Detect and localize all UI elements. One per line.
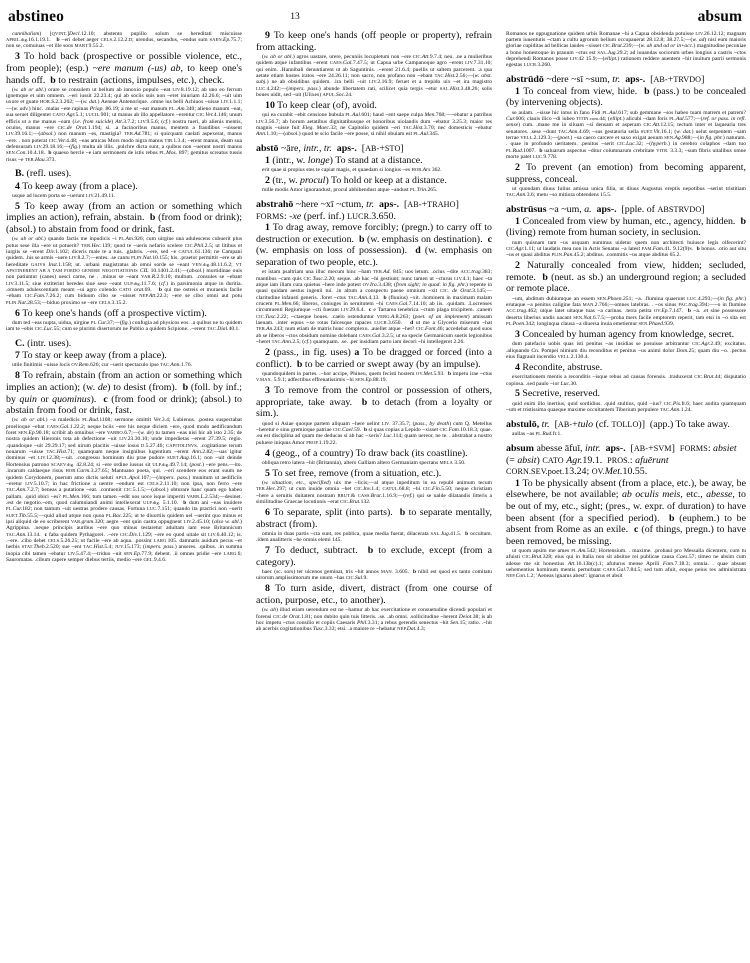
sense-definition: 1 To be physically absent (from a place, etc.), be away, be elsewhere, be not available; ab oculis meis, etc., abesse, to be out of my, etc., sight; (pres., w. expr. of duration) to have been absent (for a specified period). b (euphem.) to be absent from Rome as an exile. c (of things, pregn.) to have been removed, be missing. bbox=[506, 477, 746, 547]
column-2 bbox=[256, 30, 492, 955]
citation-block: usque ad lucem porta se ~uerunt LIV.21.49.11. bbox=[12, 192, 116, 199]
sense-definition: 2 To prevent (an emotion) from becoming apparent, suppress, conceal. bbox=[506, 162, 746, 185]
citation-block: cannibalism) [QVINT.]Decl.12.10; abstento pupillo solum se hereditati miscuisse APRIL.dig.16.1.19.1. b ~eri debet aeger CELS.2.12.2.D; urendus, secandus, ~endus sum SAEN.Ep.75.7; non se, comuiuas ~et ille soos MART.9.55.2. bbox=[6, 30, 242, 50]
sense-definition: 8 To turn aside, divert, distract (from one course of action, purpose, etc., to another). bbox=[256, 583, 492, 606]
sense-definition: 1 (intr., w. longe) To stand at a distance. bbox=[265, 154, 423, 166]
citation-block: dum ted ~eas nupta, uidua, uirgine PL.Cur.37;—(fig.) confugia ad physicos eos. .a quibus ne tu quidem iam te ~ebis CIC.Luc.55; cum se plurimi disertorum ne Publio a quidem Scipione. .~erent TAC.Dial.40.1. bbox=[6, 319, 242, 333]
citation-block: ut quom apsim me ames PL.Am.542; Hortensium. . maxime. .probaui pro Messalla dicentem, cum tu afuisti CIC.Brut.328; eius qui in Italia non sit absitue rei publicae causa Caes.57; timeo ne absim cum adesse me sit honestius Att.16.13b(c).1; afuturus mense Aprili Fam.7.18.3; omnia. . quae absunt uehementius hominum mentis perturbant CAES.Gal.7.84.5; sed tum afuit, eoque peius res administrata NEP.Con.1.2; 'Aeneas ignarus abest': ignarus et absit bbox=[506, 548, 746, 580]
sense-definition: 1 Concealed from view by human, etc., agency, hidden. b (living) remote from human society, in seclusion. bbox=[506, 215, 746, 239]
sense-definition: 2 (pass., in fig. uses) a To be dragged or forced (into a conflict). b to be carried or swept away (by an impulse). bbox=[256, 346, 492, 370]
section-marker: C. (intr. uses). bbox=[15, 337, 72, 349]
column-3 bbox=[506, 30, 746, 955]
headword-entry: abstrūdō ~dere ~sī ~sum, tr. aps-. [AB-+TRVDO] bbox=[506, 74, 705, 86]
sense-definition: 3 To remove from the control or possession of others, appropriate, take away. b to detach (from a loyalty or sim.). bbox=[256, 385, 492, 420]
sense-definition: 6 To separate, split (into parts). b to separate mentally, abstract (from). bbox=[256, 507, 492, 530]
headword-entry: abstō ~āre, intr., tr. aps-. [AB-+STO] bbox=[256, 143, 404, 155]
citation-block: qui ea curabit ~ebit censione bubula PL.Aul.601; haud ~ent saepe culpa Men.768;—~ebatur a patribus LIV.3.56.7; ab horum aetatibus dignitatibusque et honoribus uiolandis dum ~ebatur 3.25.3; maior res magnis ~uisse fuit Eleg. Maec.32; ne Capitolio quidem ~eri TAC.Hist.3.70; nec domesticis ~ebatur Ann.1.10;—(absol.) quod te scio facile ~ere posse, si nihil obuiam est PL.Aul.345. bbox=[256, 112, 492, 138]
sense-definition: 6 To keep one's hands (off a prospective victim). bbox=[15, 307, 207, 319]
sense-definition: 4 Recondite, abstruse. bbox=[515, 361, 603, 373]
sense-definition: 5 Secretive, reserved. bbox=[515, 388, 600, 400]
citation-block: Romanos ne oppugnatione quidem urbis Romanae ~hi a Capua obsidenda potuisse LIV.26.12.12; magnam partem iuuentutis ~ctam a cultu agrorum bellum occupauerat 28.12.8; 38.27.5;—(w. ad) nisi eum maioris gloriae cupiditas ad bellicas laudes ~xisset CIC.Brut.239;—(w. ab and ad or in+acc.) magnitudine pecuniae a bono honestoque in prauum ~ctus est SAL.Jug.29.2; ad iuuandas sociorum urbes longius a castris ~ctos deprehendi Romanos posse LIV.42 15.9;—(ellipt.) rationem reddere auentem ~hit inuitum patrii sermonis egestas LUCR.3.260. bbox=[506, 30, 746, 69]
sense-definition: 2 (tr., w. procul) To hold or keep at a distance. bbox=[265, 174, 447, 186]
sense-definition: 3 Concealed by human agency from knowledge, secret. bbox=[515, 329, 735, 340]
headword-entry: abstulō, tr. [AB-+tulo (cf. TOLLO)] (app.) To take away. bbox=[506, 418, 730, 430]
citation-block: (w. ab or abl.) quando factis me inpudicis ~i PL.Am.926; cum uirgine una adulescens cubuerit plus potus sese illa ~ere ut potuerit? TER.Hec.139; quod te ~ueris nefario scelere CIC.Phil.2.5; ut litibus et iurgiis se ~erent Div.1.102; diceris male te a tuis. .glabris. .~ere, sed ~e CATUL.61.136; ne Campani quidem. .his se armis ~uere LIV.8.2.7;—entes. .se cantu PLIN.Nat.10.155; his. .praetor permittit ~ere se ab hereditate GAIVS Inst.1.158; ut. .urbani magistratus ab omni sorde se ~eant VEN.dig.48.11.6.2; VT APSTINERENT AB A TAM FOEDO GENERE NEGOTIATIONIS CIL 10.1401.2.41;—(absol.) mortidinae ouis non patiuntur (canes) uesci carne, ne . .minus se ~eant VAR.R.2.9.10; multum. .consules se ~ebant LIV.3.11.5; siue extiterint heredes siue sese ~eant ULP.dig.11.7.6; (cf.) in parsimonia atque in duritia. .omnem adulescentiam meam ~ui agro colendo CATO orat.69. b qui me ostreis et muraenis facile ~ebam CIC.Fam.7.26.2; cum biduum cibo se ~uisset NEP.Att.22.3; ~ere se cibo omni aut potu PLIN.Nat.28.53;—biduo proximo se ~ere CELS.3.15.2. bbox=[6, 236, 242, 306]
citation-block: quid enim illo inertius, quid sordidius. .quid stultius, quid ~ius? CIC.Pis.fr.6; haec audita quamquam ~um et tristissima quaeque maxime occultantem Tiberium perpulere TAC.Ann.1.24. bbox=[506, 400, 746, 414]
citation-block: ~um, abditum dubiumque an essem SEN.Phoen.251; ~a. .flumina quaerunt LUC.4.293;—(in fig. phr.) erutaque ~a penitus caligine fata MAN.2.766;—omnes latebras. . ~os sinus PAC.trag.394;—~o in flumine ACC.trag.462; utque latet uitaque tuas ~a carinas. .terra petita OV.Ep.7.147. b ~a. .et sine possessore deserta liberius undis uacant SEN.Nat.6.7.5;—proba mers facile emptorem reperit, tam etsi in ~o sita est PL.Poen.342; longinqua clausa ~a diuersa inuia emetiemur SEN.Phaed.939. bbox=[506, 295, 746, 328]
citation-block: ut quondam diuus Iulius amissa unica filia, ut diuus Augustus ereptis nepotibus ~serint tristitiam TAC.Ann.3.6; metu ~so mitiora obtendens 15.5. bbox=[506, 185, 746, 199]
citation-block: (w. ab or abl.) ~a maledicis PL.Rud.1108; sermone omittit Ver.3.4; Lubienus. .postea suspectabat proelioque ~ebat CAES.Gal.1.22.2; neque bciis ~ere his neque diciem ~ere, quod modo aedificandum foret SEN.Ep.90.18; scribit ab omnibus ~ere VARRO.6.7;—(w. de) tu tamen ~eas nisi hic ab isto 2.35; de nostra quidem Hieronis tota ab defectione ~uit LIV.23.30.10; unde impedietas ~erent 27.39.5; regio. .quandoque ~uit 29.29.17; sed uirum placitis ~uisse iosus D.5.27.46; CAPITOLINVS. .cogitatione rerum nouarum ~uisse TAC.Hist.71; quamquam neque insignibus lugentium ~erent Ann.2.82;—uas igitur dominus ~et LIV.12.38;—uit. .congressu hominum diu prae pudore SUET.Aug.16.1; non ~uit deinde Hortensius patrono SCAEV.dig. 42.8.24; si ~ere ordine iussus sit ULP.dig.49.7.14; (post.) ~ere pens.—ito. .inrarum caldaeque risus HOR.Carm.3.27.65; Mantuano poeta, qui. .~eri scendere eos erant suum ne quidem Corydonem, puerum amo dictis ueluti APUL.Apol.107;—(impers. pass.) munitum ut aedificiis ~eretur LIV.5.10.7; in hac frictione a uentre ~endum est CELS.2.11.10; non ipsa, non ferro ~ere TAC.Ann.7.2.7; beneas a putatione ~eat. .contuenit CIC.5.1.5;—(absol.) obturare hanc quam ego habeo pallam. .quid obici ~es? PL.Men.166; tum tamen ~edit uos uoce isque imperiti VARR.L.2.534;—desinet. .est de negotio.~em, quod calumniandi animi intellexerat ULP.dig. 5.1.10. b dum ani ~eas inuidere PL.Cur.182; non tantum ~uit uestras prodere causas. Fortuna LUC.7.151; quando ita practici non ~uerit SUET.Tib.55.5;—quid aliud atque non quoa PL.Bac.225; ut te diuortiis quidem uel ~uerint quo minus et ipsi aliquid de eo scriberent VAR.gram.320; aegre ~ent quin castra oppugnent LIV.2.45.10; (also w. abl.) Agrippina. .neque principis auribus ~ere quo minus testaretur adultam iam esse Britannicum TAC.Ann.13.14. c faba quidem Pythagorei. .~ere CIC.Div.1.129; ~ere eo quod uitale sit LIV.6.40.12; is. .~ere. .cibo debet CELS.5.26.25; ut facile ~ere ab aqua. .possint LARG.105. damnatis auidum pecus ~et herbis STAT.Theb.2.520; sue ~ent TAC.Hist.5.4; JUV.15.173; (impers. pass.) anseres. .quibus. .in summa inopia cibi tamen ~ebatur LIV.5.47.4;—triduo ~uit SEN.Ep.77.9; debent. .ii omnes pridie ~ere LARG.6; Sauromatas. .cibum capere semper diebus tertiis, medio ~ere GEL.9.4.6. bbox=[6, 417, 242, 563]
citation-block: aullas ~as PL.Rud.fr.1. bbox=[512, 431, 562, 438]
running-head-left: abstineo bbox=[8, 8, 64, 25]
sense-definition: 4 (geog., of a country) To draw back (its coastline). bbox=[265, 447, 468, 459]
sense-definition: 1 To drag away, remove forcibly; (pregn.) to carry off to destruction or execution. b (w. emphasis on destination). c (w. emphasis on loss of possession). d (w. emphasis on separation of two people, etc.). bbox=[256, 222, 492, 268]
citation-block: se aulam. .~sisse hic intus in fano Fidi PL.Aul.617; sub gemmane ~sos habeo tuam matrem et patrem? Cur.606; clauis ilico ~di iubeo TITIN.com.44; (ellipt.) alicubi ~dam foris PL.Aul.577;—(ref. or pass. in refl. sense) cum. .mane me in siluam ~sí densam et asperam CIC.Att.12.15; tectum inter et laquearia tres senatores. .sese ~dunt TAC.Ann.4.69; ~sus gestatoria sella SUET.Vit.16.1; (w. dat.) uelut serpentem ~sam terrae VELL.2.129.3;—(poet.) ~sa caeco carcere et saxo exigat aeuum SEN.Ag.988;—(in fig. phr.) naturam. . quae in profundo ueritatem. .penitus ~serit CIC.Luc.32; ~(hyperb.) in cerebro colaphos ~dam tuo PL.Rud.1007. b ualuarum aspectus ~ditur columnarum crebritate VITR. 3.3.3; ~sum fibris uitalibus omne morte patet LUC.9.778. bbox=[506, 109, 746, 161]
headword-entry: abstrūsus ~a ~um, a. aps-. [pple. of ABSTRVDO] bbox=[506, 204, 705, 216]
citation-block: exercitationem mentis a reconditis ~isque rebus ad causas forensis. .traduxerat CIC.Brut.44; disputatio copiosa. .sed paulo ~ior Luc.30. bbox=[506, 374, 746, 387]
citation-block: (w. situation, etc., specified) uix me ~licis;—al atque inpeditum in ea republ animum tecum TER.Hec.297; ut cum inuide omnia ~het CIC.Inv.1.4; CATUL.68.8; ~hi CIC.Fin.5.50; neque christiam ~here a seruitis duitatem nostram BRUT.& CASS.Brut.1.16.9;—(ref.) qui se ualde dilatandis litteris a similitudine Graecae locutionis ~erat CIC.Brut.132. bbox=[256, 480, 492, 506]
section-marker: B. (refl. uses). bbox=[15, 167, 72, 179]
sense-definition: 5 To set free, remove (from a situation, etc.). bbox=[265, 467, 442, 479]
running-head-right: absum bbox=[697, 8, 742, 25]
citation-block: haec (sc. sors) ter uicenos geminat, tris ~hit annos MAN. 3.605. b nihil est quod ex tanto comitatu uirorum amplissimorum me unum ~has CIC.Sul.9. bbox=[256, 569, 492, 582]
headword-entry: absum abesse āfuī, intr. aps-. [AB-+SVM] FORMS: absiet (= absit) CATO Agr.19.1. PROS.: afuērunt CORN.SEV.poet.13.24; OV.Met.10.55. bbox=[506, 443, 737, 478]
sense-definition: 1 To conceal from view, hide. b (pass.) to be concealed (by intervening objects). bbox=[506, 85, 746, 109]
sense-definition: 9 To keep one's hands (off people or property), refrain from attacking. bbox=[256, 30, 492, 53]
citation-block: dum patefacio uobis quas isti penitus ~as insidias se posuisse arbitrantur CIC.Agr.2.49; excitatus. .aliquando Cn. Pompei nimium diu reconditus et penitus ~us animi dolor Dom.25; quam diu ~o. .pectus eius flagrauit incendio VELL.2.130.4. bbox=[506, 341, 746, 360]
citation-block: utile finitimis ~uisse locis OV.Rem.626; cur ~uerit spectaculo ipse TAC.Ann.1.76. bbox=[12, 362, 193, 369]
sense-definition: 10 To keep clear (of), avoid. bbox=[265, 99, 377, 111]
headword-entry: abstrahō ~here ~xī ~ctum, tr. aps-. [AB-+TRAHO] FORMS: -xe (perf. inf.) LUCR.3.650. bbox=[256, 198, 462, 222]
citation-block: (w. ab or abl.) orare se consulem ut bellum ab innoxio populo ~eat LIV.8.19.12; ab uno eo ferrum ignemque et uim omnem. .~eri iussit 22.23.4; qui ab sociis suis non ~eret iniuriam 42.26.6; ~uit uim uxore et guato HOR.S.2.3.202; —(w. dat.) Aeneae Antenorique. .omne ius belli Achiuos ~uisse LIV.1.1.1;—(w. adv.) hinc. .malas ~ete rapinas Priap. 86.19; a me ut ~eat manum PL..Am.340; alieno manum ~eat, sua seruet diligenter CATO Agr.5.1; LUCIL.901; ut manus ab illo appellatore ~erentur CIC.Ver.4.146; unum efficis ut a me manus ~eam (i.e. from suicide) Att.3.7.2; LIV.9.5.6; (cf.) nostra tueri, ab alienis mentis, oculos, manus ~ere CIC.de Orat.1.194; si. .a facinoribus manus, mentem a fraudibus ~uissent LIV.39.16.1;—(absol.) non manum ~es, mastigia? TER.Ad.781; si quicquam caelati aspexerat, manus ~ere. . non poterat CIC.Ver.4.48; ~eas amicas Mors modo nigra manus TIB.1.3.4; ~erent manus, deam sua defensuram LIV.29.18.16;—(fig.) multa ab illis. .pulchre dicta sunt, a quibus non ~uerunt nostri manus SEN.Con.10.4.18. b quaeso hercle ~e iam sermonem de istis rebus PL.Mos. 897; gemitus screatus tussis risus ~e TER.Hau.373. bbox=[6, 86, 242, 163]
citation-block: (w. ab or abl.) agros uastare, urere, pecuniis locupletum non ~ere CIC.Att.9.7.4; neu. .ne a mulieribus quidem atque infantibus ~erent CAES.Gal.7.47.5; ut Capua urbe Campanoque agro ~erent LIV.7.31.10; qui enim. .Hannibali denuntiarent ut ab Saguntinis. .~erent 21.6.4; puellis ut saltem parcerent. .a qua aetate etiam hostes iratos ~ere 24.26.11; non sacro, non profano non ~ebant TAC.Hist.2.56;—(w. abst. subj.) ne ab obsidibus quidem. .ira belli ~uit LIV.2.16.9; feruet et a trepido uix ~et ira magistro LUC.4.242;—(impers. pass.) abunde libertatem rati, scilicet quia tergis ~etur SAL.Hist.3.48.26; solis boues uidit, sed ~uit (Ulixes) APUL.Soc.24. bbox=[256, 53, 492, 98]
column-1 bbox=[6, 30, 242, 955]
running-head bbox=[0, 8, 750, 30]
citation-block: erit quae si propius stes te capiat magis, et quaedam si longius ~es HOR.Ars 362. bbox=[262, 166, 442, 173]
column-container bbox=[0, 30, 750, 960]
citation-block: (w. ab) illud etiam uerendum est ne ~hamur ab hac exercitatione et consuetudine dicendi populari et forensi CIC.de Orat.1.81; non dubito quin tuis litteris. .se. .ab omni. .sollicitudine ~herent Deiot.38; is ab hoc impetu ~ctus consilio et copiis Caesaris Phil.3.31; a rebus gerendis senectus ~hit Sen.15; ratio. .~hit ab acerbis cogitationibus Tusc.3.33; etsi. .a maiore re ~hebatur NEP.Dat.4.3; bbox=[256, 607, 492, 633]
sense-definition: 7 To deduct, subtract. b to exclude, except (from a category). bbox=[256, 545, 492, 568]
citation-block: omnia in duas partis ~cta sunt, res publica, quae media fuerat, dilacerata SAL.Jug.41.5. b occultam. .idem analitteris ~he omnis elemi 145. bbox=[256, 530, 492, 544]
citation-block: obliqua retro latera ~hit (Britannia), altero Galliam altero Germaniam spectans MELA 3.50. bbox=[262, 459, 466, 466]
citation-block: quod si Asiae quoque partem aliquam ~here uelint LIV. 37.35.7; (pass., by death) cum Q. Metellus ~heretur e sinu gremioque patriae CIC.Cael.59. b si quas copias a Lepido ~xisset CIC.Fam.10.18.3; quae. .ea est disciplina ad quam me deducas si ab hac ~xeris? Luc.114; quam uereor, ne te. . abstrahat a nostro puluere iniquus Amor PROP.1.19.22. bbox=[256, 420, 492, 446]
page-number-wrap bbox=[0, 12, 750, 22]
sense-definition: 5 To keep away (from an action or something which implies an action), refrain, abstain. b (from food or drink); (absol.) to abstain from food or drink, fast. bbox=[6, 200, 242, 235]
citation-block: num quisnam tam ~us usquam nummus uidetur quem non architecti huiusce legis olfecerint? CIC.Agr.1.11; ut laudatis mea non in Actis Senatus ~a latest FAM.Fam.41. 9.12(9)S. b bonus. .otio aut situ ~us et quasi abditus PLIN.Pan.45.2; abditus. .commitis ~us atque abditus 65.2. bbox=[506, 239, 746, 259]
sense-definition: 8 To refrain, abstain (from an action or something which implies an action); (w. de) to desist (from). b (foll. by inf.; by quin or quominus). c (from food or drink); (absol.) to abstain from food or drink, fast. bbox=[6, 370, 242, 417]
page-number: 13 bbox=[290, 12, 300, 22]
sense-definition: 2 Naturally concealed from view, hidden; secluded, remote. b (neut. as sb.) an underground region; a secluded or remote place. bbox=[506, 260, 746, 295]
citation-block: et istam psaltriam una illuc mecum hinc ~ham TER.Ad. 845; uos letum. .oclus ~dite ACC.trag.383; mantibus ~cam quis CIC.Tusc.2.20; seque. .ab hac ~hi gestiunt; nunc tamen ut ~cturus LIV.4.1; haec ~ta atque iam illam cura quietus ~here inde potest OV.Ira.3.438; (from sight; in quod. in fig. phr.) repente in quasi quidam aestus ingenii tui. .in altum a conspectu paene omnium ~xit CIC. de Orat.3.145;—claritudine infausti generis. .foret ~ctus TAC.Ann.4.13. b (fluuius) ~xit. .hominem in maximam malam crucem PL.Men.66; liberos, coniuges in seruitutem ~hi CAES.Gal.7.14.10; ab iis. .quidam. .Locrenses circumuenti Regiumque ~cti fuerant LIV.29.6.4. c e Tartarea tenebrica ~ctum plaga tricipitem. .canem CIC.Tusc.2.22; ~ctaeque boues. .caelo ostenduntur VERG.A.8.263; (poet. of an implement) amissam laeuam. .inter equos ~xe rotas falcesque rapaces LUCR.3.650. d ut me a Glycerio miserum ~hat TER.An.243; num etiam de matris hunc complexu. .auellet atque ~het? CIC.Font.46; accedebat quod suos ab se liberos ~ctos obsidum nomine dolebant CAES.Gal.3.2.5; ut ea specie Germanicum suetis legionibus ~heret TAC.Ann.2.5; (cf.) quamquam. .se. .per insidiam parto iam decori ~hi intellegeret 2.26. bbox=[256, 269, 492, 345]
citation-block: mille modis Amor ignorandust, procul abhibendust atque ~andust PL.Trin.265. bbox=[262, 187, 438, 194]
citation-block: quandoquidem in partes. .~hor accipe, Phineu, quem fecisti hostem OV.Met.5.93. b impetu irae ~ctus V.MAX. 5.9.1; adfectibus effrenatissimis ~hi SEN.Ep.88.19. bbox=[256, 370, 492, 384]
sense-definition: 7 To stay or keep away (from a place). bbox=[15, 350, 167, 362]
sense-definition: 4 To keep away (from a place). bbox=[15, 180, 138, 192]
sense-definition: 3 To hold back (prospective or possible violence, etc., from people); (esp.) ~ere manum (-us) ab, to keep one's hands off. b to restrain (actions, impulses, etc.), check. bbox=[6, 51, 242, 86]
